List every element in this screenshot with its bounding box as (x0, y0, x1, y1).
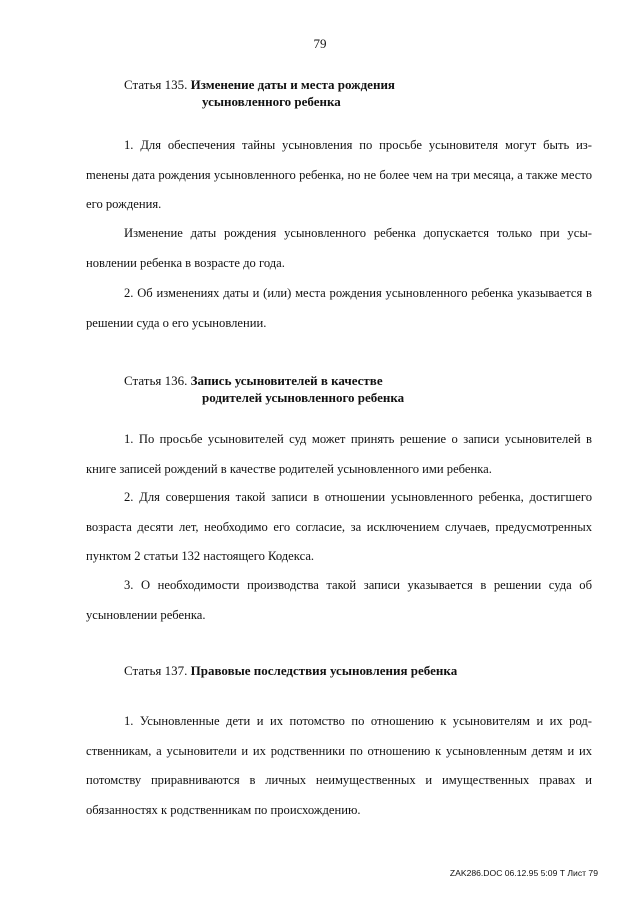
article-136-paragraph-3: 3. О необходимости производства такой записи указывается в решении суда об усыновлении ребенка. (86, 578, 592, 622)
article-137-title: Правовые последствия усыновления ребенка (190, 663, 458, 678)
article-136-title: Запись усыновителей в качестве (190, 373, 383, 388)
article-137-label: Статья 137. (124, 663, 188, 678)
article-135-title: Изменение даты и места рождения (190, 77, 395, 92)
article-137-heading (124, 662, 457, 679)
article-136-paragraph-2: 2. Для совершения такой записи в отношении усыновленного ребенка, достигшего возраста десяти лет, необходимо его согласие, за исключением случаев, предусмотренных пунктом 2 статьи 132 настоящего Кодекса. (86, 490, 592, 563)
article-135-paragraph-3: 2. Об изменениях даты и (или) места рождения усыновленного ребенка указывается в решении суда о его усыновлении. (86, 286, 592, 330)
article-136-title-cont: родителей усыновленного ребенка (202, 390, 405, 405)
article-135-heading (124, 76, 395, 110)
article-135-paragraph-1: 1. Для обеспечения тайны усыновления по просьбе усыновителя могут быть изmенены дата рождения усыновленного ребенка, но не более чем на три месяца, а также место его рождения. (86, 138, 592, 211)
article-135-paragraph-2: Изменение даты рождения усыновленного ребенка допускается только при усыновлении ребенка в возрасте до года. (86, 226, 592, 270)
article-136-label: Статья 136. (124, 373, 188, 388)
article-135-title-cont: усыновленного ребенка (202, 94, 341, 109)
article-135-label: Статья 135. (124, 77, 188, 92)
document-footer: ZAK286.DOC 06.12.95 5:09 Т Лист 79 (449, 868, 598, 878)
article-136-paragraph-1: 1. По просьбе усыновителей суд может принять решение о записи усыновителей в книге записей рождений в качестве родителей усыновленного ими ребенка. (86, 432, 592, 476)
article-137-paragraph-1: 1. Усыновленные дети и их потомство по отношению к усыновителям и их родственникам, а усыновители и их родственники по отношению к усыновленным детям и их потомству приравниваются в личных неимущественных и имущественных правах и обязанностях к родственникам по происхождению. (86, 714, 592, 817)
page-number: 79 (313, 36, 327, 51)
article-136-heading (124, 372, 404, 406)
